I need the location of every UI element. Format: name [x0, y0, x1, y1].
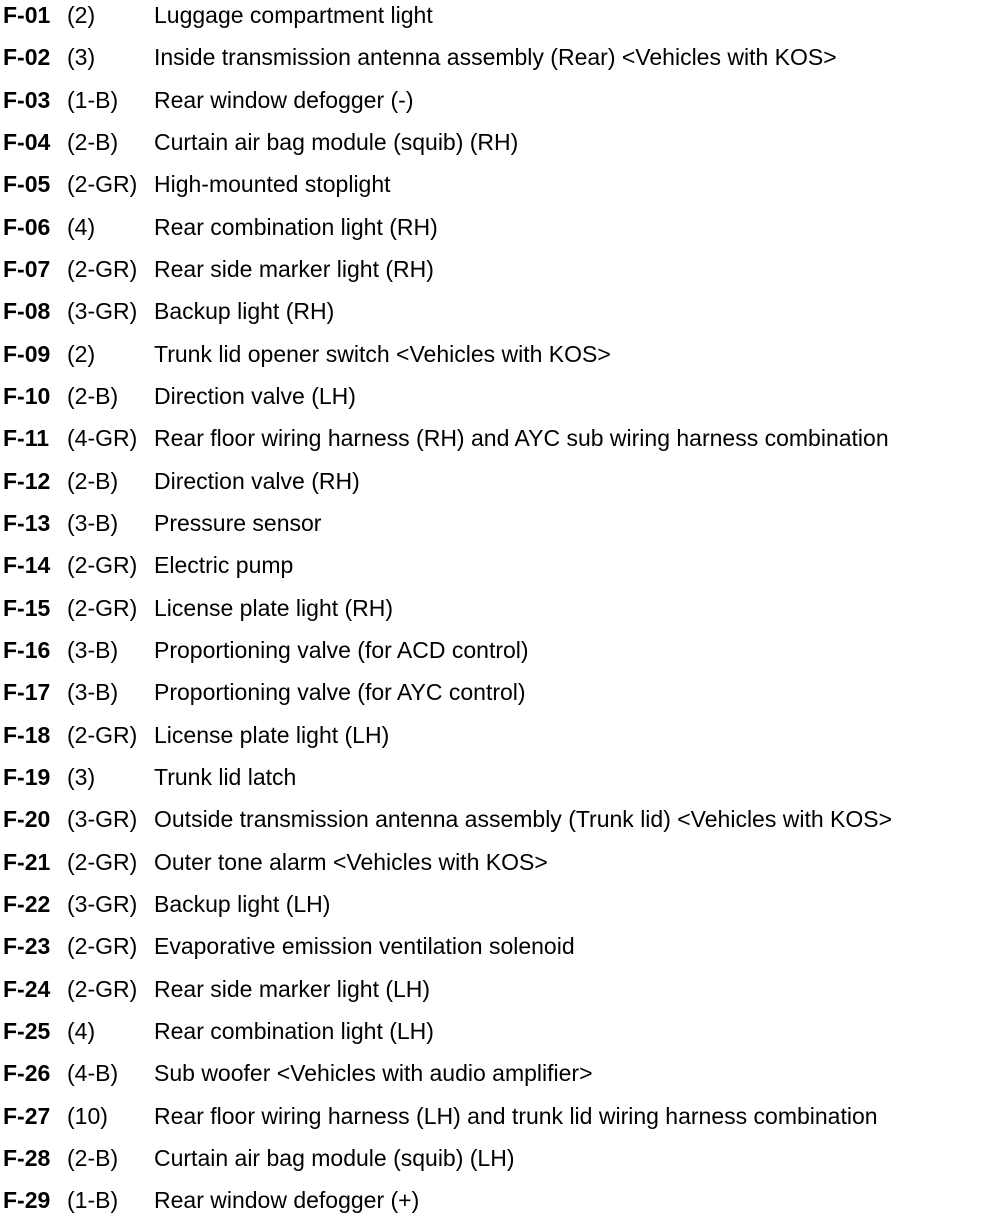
- connector-row: [3, 42, 989, 84]
- connector-pins: (2-B): [67, 382, 119, 409]
- connector-row: [3, 85, 989, 127]
- connector-pins: (1-B): [67, 1187, 119, 1214]
- connector-description: Rear combination light (RH): [154, 213, 438, 240]
- connector-row: [3, 508, 989, 550]
- connector-pins: (3): [67, 44, 96, 71]
- connector-pins: (3): [67, 763, 96, 790]
- connector-description: Trunk lid latch: [154, 763, 297, 790]
- connector-code: F-28: [3, 1144, 51, 1171]
- connector-description: Evaporative emission ventilation solenoid: [154, 933, 575, 960]
- connector-pins: (10): [67, 1102, 108, 1129]
- connector-description: Electric pump: [154, 552, 294, 579]
- connector-code: F-14: [3, 552, 51, 579]
- connector-description: Rear combination light (LH): [154, 1017, 434, 1044]
- connector-pins: (2-GR): [67, 721, 138, 748]
- connector-code: F-07: [3, 255, 51, 282]
- connector-pins: (2-GR): [67, 255, 138, 282]
- connector-description: Curtain air bag module (squib) (LH): [154, 1144, 515, 1171]
- connector-description: Rear floor wiring harness (RH) and AYC sub wiring harness combination: [154, 425, 889, 452]
- connector-code: F-13: [3, 509, 51, 536]
- connector-pins: (3-B): [67, 636, 119, 663]
- connector-code: F-22: [3, 890, 51, 917]
- connector-pins: (4-GR): [67, 425, 138, 452]
- connector-description: License plate light (RH): [154, 594, 394, 621]
- connector-pins: (1-B): [67, 86, 119, 113]
- connector-code: F-26: [3, 1060, 51, 1087]
- connector-code: F-27: [3, 1102, 51, 1129]
- connector-row: [3, 550, 989, 592]
- connector-description: High-mounted stoplight: [154, 171, 391, 198]
- connector-description: Rear window defogger (-): [154, 86, 414, 113]
- connector-code: F-29: [3, 1187, 51, 1214]
- connector-code: F-12: [3, 467, 51, 494]
- connector-row: [3, 847, 989, 889]
- connector-description: Rear floor wiring harness (LH) and trunk lid wiring harness combination: [154, 1102, 878, 1129]
- connector-pins: (3-B): [67, 679, 119, 706]
- connector-row: [3, 1185, 989, 1227]
- connector-description: Outside transmission antenna assembly (Trunk lid) <Vehicles with KOS>: [154, 806, 893, 833]
- connector-row: [3, 677, 989, 719]
- connector-pins: (2-GR): [67, 594, 138, 621]
- connector-row: [3, 381, 989, 423]
- connector-row: [3, 889, 989, 931]
- connector-row: [3, 1016, 989, 1058]
- connector-description: Outer tone alarm <Vehicles with KOS>: [154, 848, 548, 875]
- connector-pins: (2-GR): [67, 848, 138, 875]
- connector-row: [3, 762, 989, 804]
- connector-row: [3, 127, 989, 169]
- connector-row: [3, 635, 989, 677]
- connector-code: F-21: [3, 848, 51, 875]
- connector-description: Rear side marker light (RH): [154, 255, 434, 282]
- connector-description: Trunk lid opener switch <Vehicles with KOS>: [154, 340, 611, 367]
- connector-description: Proportioning valve (for ACD control): [154, 636, 529, 663]
- connector-description: Sub woofer <Vehicles with audio amplifier>: [154, 1060, 593, 1087]
- connector-pins: (3-GR): [67, 298, 138, 325]
- connector-row: [3, 974, 989, 1016]
- connector-pins: (3-GR): [67, 806, 138, 833]
- connector-code: F-09: [3, 340, 51, 367]
- connector-code: F-16: [3, 636, 51, 663]
- connector-description: Curtain air bag module (squib) (RH): [154, 128, 519, 155]
- connector-row: [3, 720, 989, 762]
- connector-list: [3, 0, 989, 1228]
- connector-pins: (2-B): [67, 1144, 119, 1171]
- connector-code: F-03: [3, 86, 51, 113]
- connector-pins: (2-B): [67, 467, 119, 494]
- connector-pins: (2-GR): [67, 975, 138, 1002]
- connector-code: F-02: [3, 44, 51, 71]
- connector-row: [3, 1101, 989, 1143]
- connector-description: Rear side marker light (LH): [154, 975, 431, 1002]
- connector-code: F-04: [3, 128, 51, 155]
- connector-code: F-19: [3, 763, 51, 790]
- connector-code: F-01: [3, 2, 51, 28]
- connector-pins: (2-GR): [67, 933, 138, 960]
- connector-row: [3, 931, 989, 973]
- connector-row: [3, 423, 989, 465]
- connector-description: Backup light (RH): [154, 298, 335, 325]
- connector-code: F-08: [3, 298, 51, 325]
- connector-code: F-25: [3, 1017, 51, 1044]
- connector-pins: (4): [67, 1017, 96, 1044]
- connector-row: [3, 169, 989, 211]
- connector-pins: (4-B): [67, 1060, 119, 1087]
- connector-description: Rear window defogger (+): [154, 1187, 420, 1214]
- connector-description: Direction valve (LH): [154, 382, 356, 409]
- connector-pins: (2): [67, 340, 96, 367]
- connector-code: F-10: [3, 382, 51, 409]
- connector-code: F-18: [3, 721, 51, 748]
- connector-code: F-05: [3, 171, 51, 198]
- connector-description: Inside transmission antenna assembly (Rear) <Vehicles with KOS>: [154, 44, 837, 71]
- connector-code: F-17: [3, 679, 51, 706]
- connector-row: [3, 254, 989, 296]
- connector-pins: (4): [67, 213, 96, 240]
- connector-description: Luggage compartment light: [154, 2, 433, 28]
- connector-row: [3, 593, 989, 635]
- connector-code: F-20: [3, 806, 51, 833]
- connector-code: F-11: [3, 425, 50, 452]
- connector-pins: (3-GR): [67, 890, 138, 917]
- connector-row: [3, 1143, 989, 1185]
- connector-row: [3, 1058, 989, 1100]
- connector-row: [3, 0, 989, 42]
- connector-code: F-06: [3, 213, 51, 240]
- connector-description: License plate light (LH): [154, 721, 390, 748]
- connector-code: F-24: [3, 975, 51, 1002]
- connector-description: Direction valve (RH): [154, 467, 360, 494]
- connector-pins: (2-B): [67, 128, 119, 155]
- connector-description: Backup light (LH): [154, 890, 331, 917]
- connector-row: [3, 296, 989, 338]
- connector-row: [3, 804, 989, 846]
- connector-row: [3, 466, 989, 508]
- connector-code: F-15: [3, 594, 51, 621]
- connector-description: Pressure sensor: [154, 509, 322, 536]
- connector-pins: (2): [67, 2, 96, 28]
- connector-pins: (2-GR): [67, 171, 138, 198]
- connector-pins: (3-B): [67, 509, 119, 536]
- connector-code: F-23: [3, 933, 51, 960]
- connector-description: Proportioning valve (for AYC control): [154, 679, 526, 706]
- connector-row: [3, 212, 989, 254]
- connector-row: [3, 339, 989, 381]
- connector-pins: (2-GR): [67, 552, 138, 579]
